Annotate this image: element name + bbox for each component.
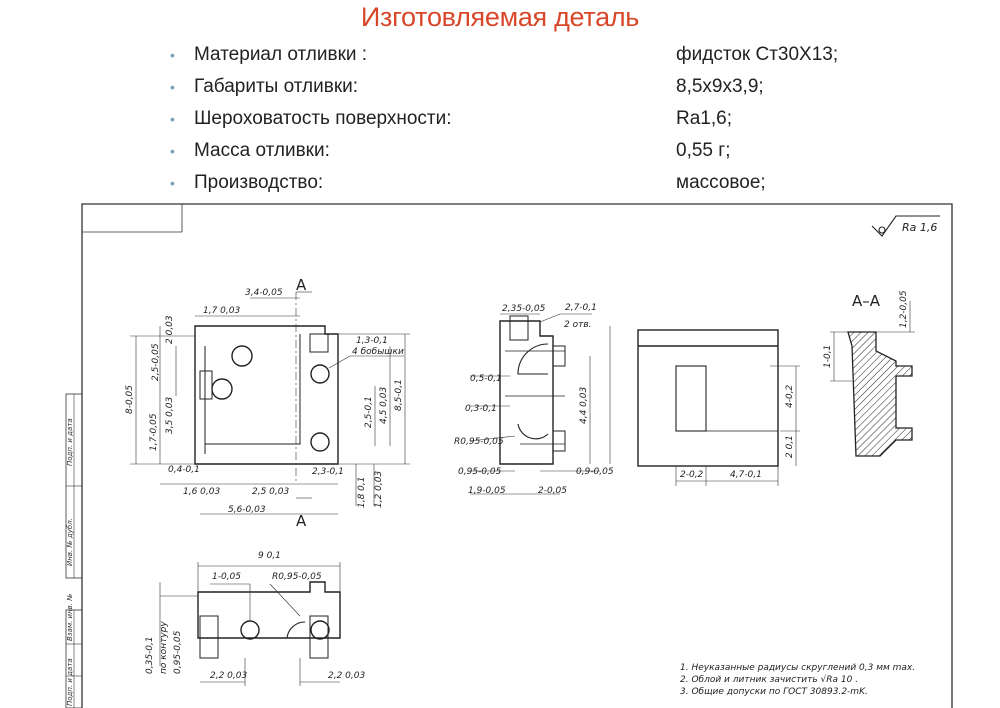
drawing-frame	[66, 204, 952, 708]
dim-label: 5,6-0,03	[228, 505, 266, 515]
bullet-icon: •	[170, 143, 175, 159]
dim-label: 2,7-0,1	[565, 303, 597, 313]
spec-item-dimensions	[170, 74, 930, 106]
dim-label: 0,95-0,05	[173, 630, 183, 674]
dim-label: 2-0,05	[538, 486, 568, 496]
dim-label: 9 0,1	[258, 551, 281, 561]
technical-drawing	[0, 196, 1000, 708]
dim-label: 3,4-0,05	[245, 288, 283, 298]
cut-label: А	[296, 512, 307, 530]
spec-value: фидсток Ст30Х13;	[676, 44, 839, 65]
dim-label: 8-0,05	[125, 384, 135, 414]
dim-label: 0,9-0,05	[576, 467, 614, 477]
dim-label: 1,7 0,03	[203, 306, 241, 316]
side-label: Подп. и дата	[66, 418, 74, 466]
dim-label: 2,2 0,03	[328, 671, 366, 681]
side-label: Взам. инв. №	[66, 593, 74, 641]
side-label: Подп. и дата	[66, 658, 74, 706]
dim-label: 1,8 0,1	[357, 476, 367, 508]
slide-title: Изготовляемая деталь	[360, 2, 640, 32]
drawing-note: 3. Общие допуски по ГОСТ 30893.2-mK.	[680, 687, 868, 697]
side-view	[500, 316, 565, 464]
roughness-value: Ra 1,6	[902, 221, 938, 234]
top-view-dim-lines	[676, 366, 800, 486]
spec-label: Габариты отливки:	[194, 76, 359, 97]
dim-label: 2,2 0,03	[210, 671, 248, 681]
spec-label: Материал отливки :	[194, 44, 368, 65]
bullet-icon: •	[170, 175, 175, 191]
dim-label: 2 0,03	[165, 315, 175, 344]
dim-label: 1-0,1	[823, 344, 833, 368]
drawing-note: 1. Неуказанные радиусы скруглений 0,3 мм max.	[680, 663, 916, 673]
dim-label: 1,9-0,05	[468, 486, 506, 496]
dim-label: 3,5 0,03	[165, 396, 175, 434]
dim-label: 4,5 0,03	[379, 386, 389, 424]
dim-label: 0,4-0,1	[168, 465, 200, 475]
dim-label: 4,4 0,03	[579, 386, 589, 424]
spec-item-roughness	[170, 106, 930, 138]
dim-label: 4,7-0,1	[730, 470, 762, 480]
dim-label: R0,95-0,05	[272, 572, 322, 582]
dim-label: 2,5-0,05	[151, 343, 161, 381]
dim-label: 0,5-0,1	[470, 374, 502, 384]
dim-label: 1,2-0,05	[899, 290, 909, 328]
front-view	[195, 326, 338, 464]
spec-value: 0,55 г;	[676, 140, 731, 161]
dim-label: 2,5 0,03	[252, 487, 290, 497]
dim-label: 2 0,1	[785, 435, 795, 458]
spec-value: 8,5х9х3,9;	[676, 76, 764, 97]
dim-label: 4-0,2	[785, 384, 795, 408]
side-label: Инв. № дубл.	[66, 518, 74, 566]
dim-label: 1,7-0,05	[149, 413, 159, 451]
spec-label: Шероховатость поверхности:	[194, 108, 452, 129]
dim-label: 0,3-0,1	[465, 404, 497, 414]
spec-label: Производство:	[194, 172, 324, 193]
bullet-icon: •	[170, 79, 175, 95]
spec-label: Масса отливки:	[194, 140, 330, 161]
bottom-view	[198, 582, 340, 658]
dim-label: 2,35-0,05	[502, 304, 546, 314]
dim-label: 8,5-0,1	[394, 379, 404, 411]
cut-label: А	[296, 276, 307, 294]
section-view	[848, 332, 912, 456]
dim-label: R0,95-0,05	[454, 437, 504, 447]
dim-label: 2,3-0,1	[312, 467, 344, 477]
dim-label: 0,95-0,05	[458, 467, 502, 477]
spec-value: Ra1,6;	[676, 108, 732, 129]
spec-item-mass	[170, 138, 930, 170]
dim-label: 2-0,2	[680, 470, 704, 480]
dim-label: по контуру	[159, 621, 169, 674]
spec-item-material	[170, 42, 930, 74]
dim-label: 1,6 0,03	[183, 487, 221, 497]
dim-label: 1-0,05	[212, 572, 242, 582]
dim-label: 1,2 0,03	[374, 470, 384, 508]
drawing-note: 2. Облой и литник зачистить √Ra 10 .	[680, 675, 859, 685]
spec-value: массовое;	[676, 172, 766, 193]
dim-label: 4 бобышки	[352, 347, 404, 357]
dim-label: 0,35-0,1	[145, 636, 155, 674]
bullet-icon: •	[170, 111, 175, 127]
bullet-icon: •	[170, 47, 175, 63]
section-label: А–А	[852, 292, 881, 310]
dim-label: 2,5-0,1	[364, 396, 374, 428]
top-view	[638, 330, 778, 466]
dim-label: 2 отв.	[564, 320, 592, 330]
spec-list	[170, 42, 930, 202]
dim-label: 1,3-0,1	[356, 336, 388, 346]
